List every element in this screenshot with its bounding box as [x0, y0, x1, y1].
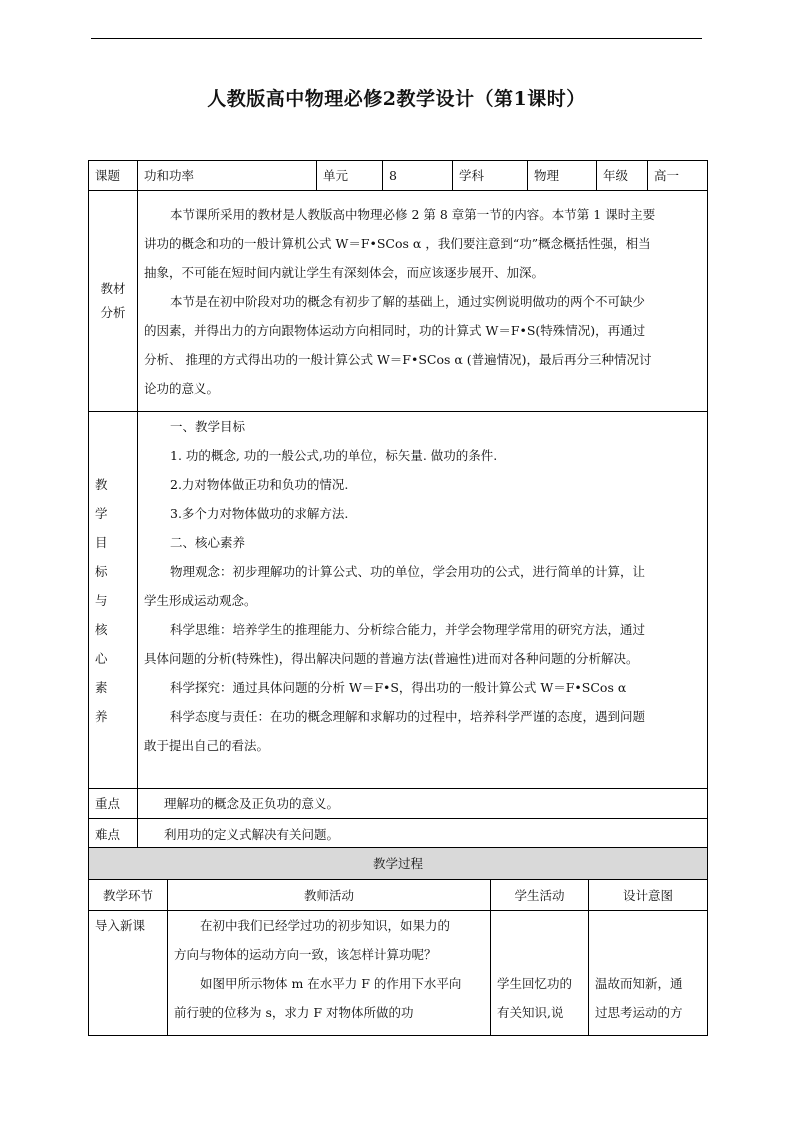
teaching-process-table: [88, 847, 708, 1036]
header-rule: [91, 38, 702, 39]
unit-label: 单元: [317, 161, 383, 191]
topic-label: 课题: [89, 161, 138, 191]
text-line: 1. 功的概念, 功的一般公式,功的单位，标矢量. 做功的条件.: [170, 448, 498, 463]
objectives-content: [138, 412, 708, 789]
student-activity: [491, 911, 589, 1036]
objectives-label: 教学目标与核心素养: [95, 476, 116, 724]
text-line: 科学态度与责任：在功的概念理解和求解功的过程中，培养科学严谨的态度，遇到问题: [170, 709, 646, 724]
key-point-label: 重点: [89, 789, 138, 819]
col-stage: 教学环节: [89, 880, 168, 911]
text-line: 学生形成运动观念。: [144, 593, 257, 608]
text-line: 学生回忆功的: [497, 976, 573, 991]
text-line: [595, 911, 701, 940]
text-line: 2.力对物体做正功和负功的情况.: [170, 477, 349, 492]
analysis-label: 教材分析: [100, 281, 126, 320]
text-line: 敢于提出自己的看法。: [144, 738, 270, 753]
unit-value: 8: [383, 161, 453, 191]
key-point-text: 理解功的概念及正负功的意义。: [138, 789, 708, 819]
teacher-activity: [168, 911, 491, 1036]
text-line: 本节是在初中阶段对功的概念有初步了解的基础上，通过实例说明做功的两个不可缺少: [170, 293, 646, 309]
analysis-content: [138, 191, 708, 412]
grade-label: 年级: [597, 161, 648, 191]
table-row: [89, 911, 708, 1036]
text-line: 前行驶的位移为 s，求力 F 对物体所做的功: [174, 1005, 414, 1020]
lesson-info-table: [88, 160, 708, 851]
text-line: 如图甲所示物体 m 在水平力 F 的作用下水平向: [200, 976, 462, 991]
text-line: [497, 940, 582, 969]
text-line: 二、核心素养: [170, 535, 246, 550]
text-line: 在初中我们已经学过功的初步知识，如果力的: [200, 918, 451, 933]
col-intent: 设计意图: [589, 880, 708, 911]
text-line: 分析、 推理的方式得出功的一般计算公式 W＝F•SCos α (普遍情况)，最后再分三种情况讨: [144, 351, 652, 367]
text-line: 一、教学目标: [170, 419, 246, 434]
difficulty-label: 难点: [89, 819, 138, 851]
text-line: 3.多个力对物体做功的求解方法.: [170, 506, 349, 521]
text-line: [497, 911, 582, 940]
text-line: 本节课所采用的教材是人教版高中物理必修 2 第 8 章第一节的内容。本节第 1 课时主要: [170, 206, 656, 222]
design-intent: [589, 911, 708, 1036]
text-line: 论功的意义。: [144, 380, 220, 396]
text-line: 具体问题的分析(特殊性)，得出解决问题的普遍方法(普遍性)进而对各种问题的分析解决。: [144, 651, 639, 666]
topic-value: 功和功率: [138, 161, 317, 191]
document-title: 人教版高中物理必修2教学设计（第1课时）: [207, 88, 586, 110]
text-line: 方向与物体的运动方向一致，该怎样计算功呢？: [174, 947, 437, 962]
subject-label: 学科: [453, 161, 528, 191]
process-header: 教学过程: [89, 848, 708, 880]
text-line: 科学探究：通过具体问题的分析 W＝F•S，得出功的一般计算公式 W＝F•SCos α: [170, 680, 627, 695]
text-line: 讲功的概念和功的一般计算机公式 W＝F•SCos α ，我们要注意到“功”概念概括性强，相当: [144, 235, 651, 251]
subject-value: 物理: [528, 161, 597, 191]
col-student: 学生活动: [491, 880, 589, 911]
text-line: 的因素，并得出力的方向跟物体运动方向相同时，功的计算式 W＝F•S(特殊情况)，再通过: [144, 322, 646, 338]
text-line: 过思考运动的方: [595, 1005, 683, 1020]
text-line: 温故而知新，通: [595, 976, 683, 991]
grade-value: 高一: [648, 161, 708, 191]
text-line: 物理观念：初步理解功的计算公式、功的单位，学会用功的公式，进行简单的计算，让: [170, 564, 646, 579]
difficulty-text: 利用功的定义式解决有关问题。: [138, 819, 708, 851]
text-line: 抽象，不可能在短时间内就让学生有深刻体会，而应该逐步展开、加深。: [144, 264, 545, 280]
stage-cell: 导入新课: [89, 911, 168, 1036]
text-line: 科学思维：培养学生的推理能力、分析综合能力，并学会物理学常用的研究方法，通过: [170, 622, 646, 637]
col-teacher: 教师活动: [168, 880, 491, 911]
text-line: 有关知识,说: [497, 1005, 564, 1020]
text-line: [595, 940, 701, 969]
